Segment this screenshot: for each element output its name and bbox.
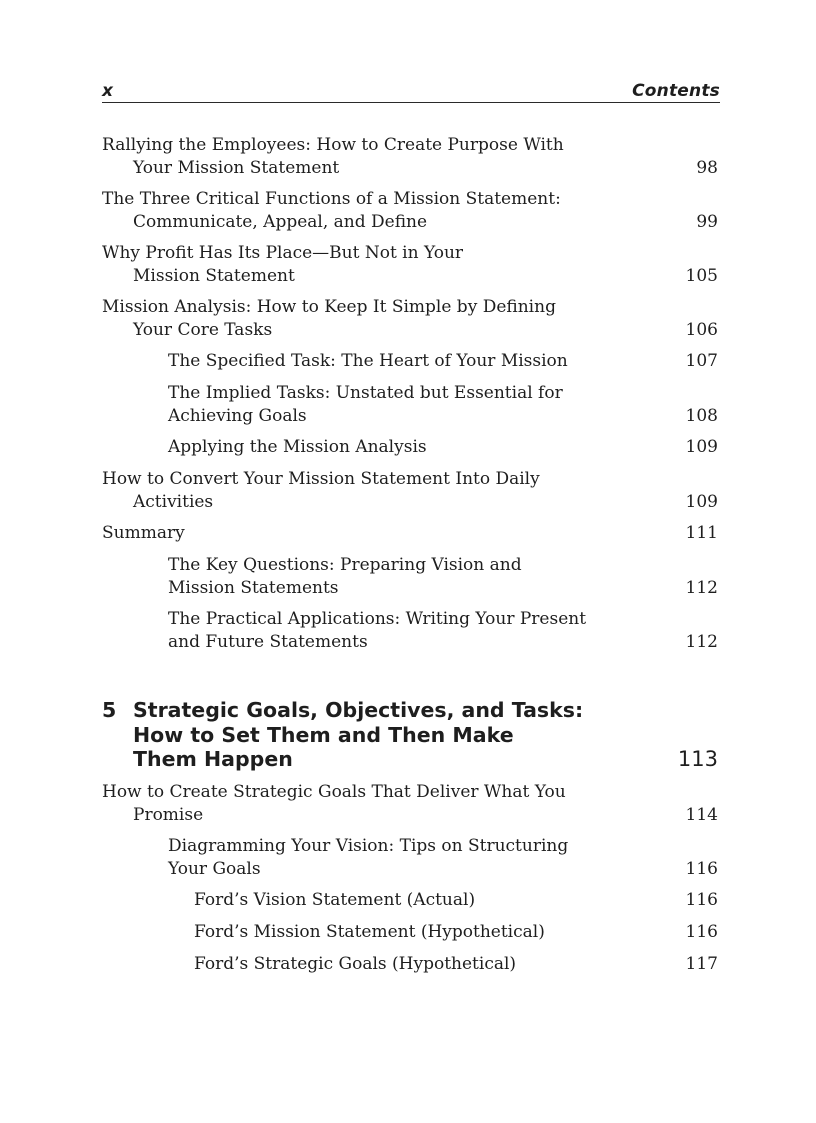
toc-entry-title-continued: Promise	[133, 804, 204, 825]
toc-entry-title: The Key Questions: Preparing Vision and	[168, 555, 522, 575]
toc-subsubentry	[102, 953, 720, 976]
toc-subsubentry	[102, 889, 720, 912]
toc-entry	[102, 134, 720, 180]
toc-entry-title-continued: Your Goals	[168, 858, 261, 879]
toc-entry-title: How to Create Strategic Goals That Deliver What You	[102, 781, 566, 802]
toc-entry-title: Ford’s Strategic Goals (Hypothetical)	[194, 953, 517, 974]
toc-entry-title-continued: Achieving Goals	[168, 406, 307, 426]
toc-entry-title-continued: Mission Statements	[168, 578, 339, 598]
page-number: x	[102, 81, 113, 101]
toc-entry-page: 109	[685, 437, 718, 457]
toc-entry-page: 106	[685, 320, 718, 340]
chapter-page: 113	[677, 747, 718, 771]
toc-entry-page: 105	[685, 266, 718, 286]
toc-entry-title: Diagramming Your Vision: Tips on Structuring	[168, 835, 569, 856]
toc-entry-page: 111	[685, 523, 718, 543]
toc-entry-title-continued: Your Core Tasks	[133, 320, 273, 340]
toc-subentry	[102, 350, 720, 373]
toc-entry-page: 116	[685, 858, 718, 879]
toc-entry-title: The Practical Applications: Writing Your Present	[168, 609, 587, 629]
toc-entry-title: The Implied Tasks: Unstated but Essential for	[168, 383, 563, 403]
toc-subentry	[102, 835, 720, 881]
toc-entry-title: Rallying the Employees: How to Create Purpose With	[102, 135, 564, 155]
chapter-heading	[102, 698, 720, 772]
toc-entry-title: The Specified Task: The Heart of Your Mission	[168, 351, 568, 371]
toc-entry	[102, 781, 720, 827]
chapter-number: 5	[102, 698, 117, 722]
chapter-title-line: Them Happen	[133, 747, 293, 771]
toc-entry-title: Ford’s Mission Statement (Hypothetical)	[194, 921, 545, 942]
toc-entry-page: 114	[685, 804, 718, 825]
toc-entry-title-continued: Communicate, Appeal, and Define	[133, 212, 428, 232]
toc-entry-page: 117	[685, 953, 718, 974]
toc-entry-title-continued: and Future Statements	[168, 632, 368, 652]
toc-entry-title-continued: Your Mission Statement	[133, 158, 340, 178]
toc-entry-title: How to Convert Your Mission Statement Into Daily	[102, 469, 540, 489]
toc-entry-page: 116	[685, 889, 718, 910]
toc-entry-page: 98	[696, 158, 718, 178]
section-title: Contents	[632, 81, 720, 101]
running-header	[102, 80, 720, 103]
toc-entry-title: Summary	[102, 523, 185, 543]
chapter-title-line: Strategic Goals, Objectives, and Tasks:	[133, 698, 584, 722]
toc-entry	[102, 522, 720, 545]
toc-subentry	[102, 554, 720, 600]
toc-list	[102, 134, 720, 976]
toc-entry	[102, 242, 720, 288]
toc-entry	[102, 468, 720, 514]
toc-subentry	[102, 608, 720, 654]
toc-entry-page: 112	[685, 632, 718, 652]
toc-entry-title: Why Profit Has Its Place—But Not in Your	[102, 243, 464, 263]
toc-entry-title: Ford’s Vision Statement (Actual)	[194, 889, 476, 910]
toc-subentry	[102, 382, 720, 428]
toc-subsubentry	[102, 921, 720, 944]
chapter-title-line: How to Set Them and Then Make	[133, 722, 514, 747]
toc-entry-title: Mission Analysis: How to Keep It Simple by Defining	[102, 297, 556, 317]
toc-entry-page: 107	[685, 351, 718, 371]
toc-entry-page: 109	[685, 492, 718, 512]
toc-entry-title-continued: Mission Statement	[133, 266, 295, 286]
toc-entry-title-continued: Activities	[133, 492, 214, 512]
toc-entry-page: 112	[685, 578, 718, 598]
toc-entry-page: 99	[696, 212, 718, 232]
toc-entry-page: 108	[685, 406, 718, 426]
toc-entry	[102, 296, 720, 342]
toc-entry-title: Applying the Mission Analysis	[168, 437, 427, 457]
contents-page	[102, 80, 720, 985]
toc-entry	[102, 188, 720, 234]
toc-subentry	[102, 436, 720, 459]
toc-entry-title: The Three Critical Functions of a Mission Statement:	[102, 189, 561, 209]
toc-entry-page: 116	[685, 921, 718, 942]
